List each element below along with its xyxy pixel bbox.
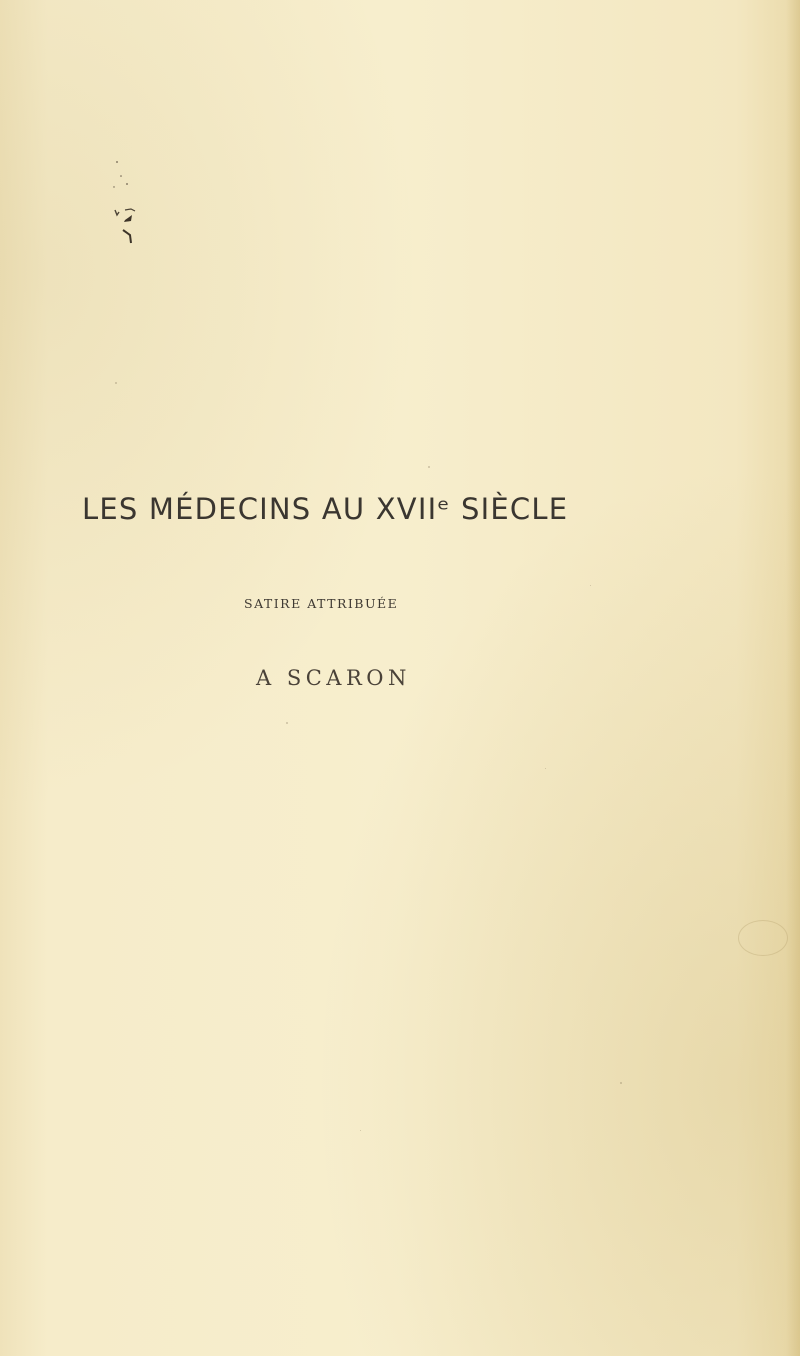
paper-speck bbox=[428, 466, 430, 468]
paper-stain bbox=[738, 920, 788, 956]
page-edge-shading bbox=[786, 0, 800, 1356]
ink-blot-icon bbox=[105, 150, 145, 260]
paper-speck bbox=[360, 1130, 361, 1131]
subtitle: SATIRE ATTRIBUÉE bbox=[244, 596, 399, 611]
paper-speck bbox=[590, 585, 591, 586]
paper-speck bbox=[286, 722, 288, 724]
page-title: LES MÉDECINS AU XVIIᵉ SIÈCLE bbox=[82, 492, 569, 526]
paper-speck bbox=[545, 768, 546, 769]
author-line: A SCARON bbox=[256, 666, 411, 690]
paper-speck bbox=[115, 382, 117, 384]
paper-speck bbox=[620, 1082, 622, 1084]
